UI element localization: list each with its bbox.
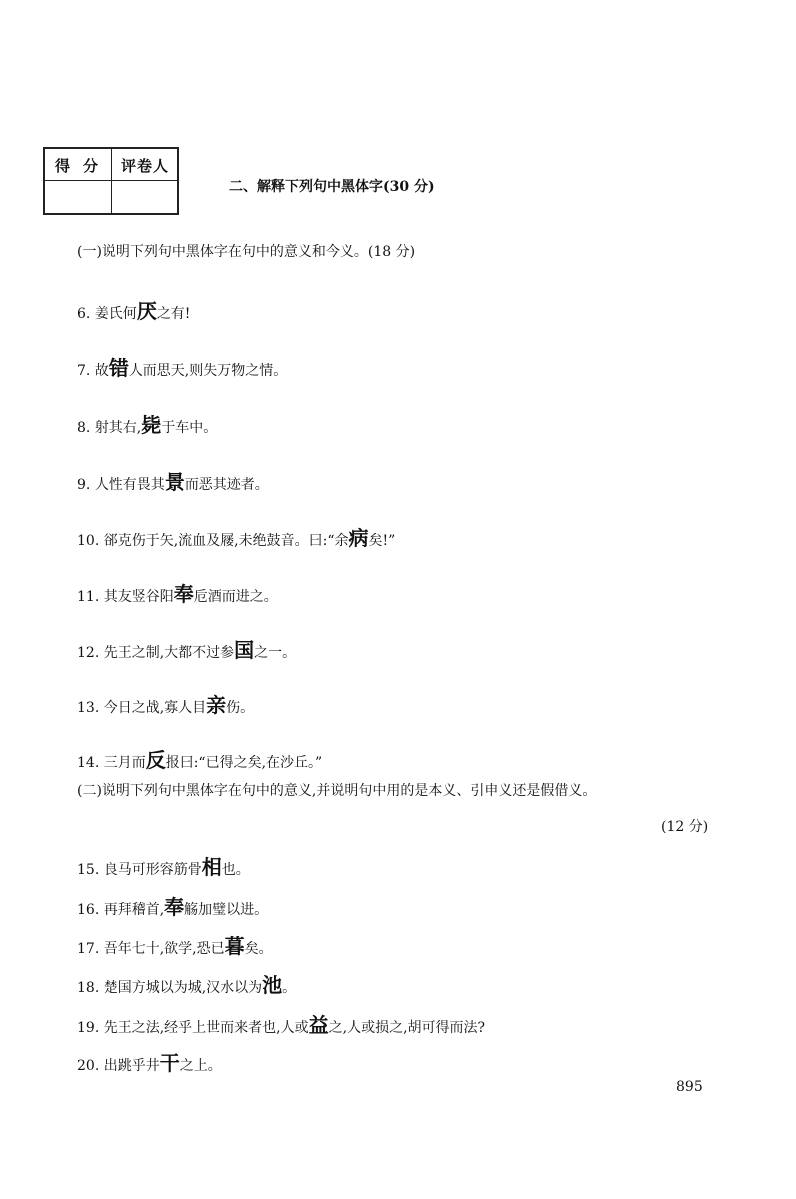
question-9: 9. 人性有畏其景而恶其迹者。 (77, 470, 269, 494)
part2-score: (12 分) (661, 819, 709, 835)
question-8: 8. 射其右,毙于车中。 (77, 413, 218, 437)
key-char: 相 (201, 855, 222, 879)
key-char: 国 (234, 638, 255, 662)
key-char: 暮 (224, 934, 245, 958)
question-13: 13. 今日之战,寡人目亲伤。 (77, 693, 255, 717)
question-16: 16. 再拜稽首,奉觞加璧以进。 (77, 895, 269, 919)
question-14: 14. 三月而反报曰:“已得之矣,在沙丘。” (77, 748, 323, 772)
question-20: 20. 出跳乎井干之上。 (77, 1051, 222, 1075)
key-char: 毙 (141, 413, 162, 437)
key-char: 益 (308, 1013, 329, 1037)
key-char: 奉 (173, 582, 194, 606)
question-6: 6. 姜氏何厌之有! (77, 299, 191, 323)
key-char: 奉 (164, 895, 185, 919)
key-char: 错 (108, 356, 129, 380)
key-char: 干 (159, 1051, 180, 1075)
question-18: 18. 楚国方城以为城,汉水以为池。 (77, 973, 297, 997)
part2-header: (二)说明下列句中黑体字在句中的意义,并说明句中用的是本义、引申义还是假借义。 (77, 783, 597, 799)
page-number: 895 (676, 1079, 703, 1095)
key-char: 厌 (136, 299, 157, 323)
part1-header: (一)说明下列句中黑体字在句中的意义和今义。(18 分) (77, 244, 416, 260)
table-divider (45, 180, 177, 181)
question-12: 12. 先王之制,大都不过参国之一。 (77, 638, 297, 662)
key-char: 反 (145, 748, 166, 772)
grader-header: 评卷人 (121, 157, 170, 175)
score-header: 得 分 (55, 157, 100, 175)
question-7: 7. 故错人而思天,则失万物之情。 (77, 356, 288, 380)
key-char: 景 (164, 470, 185, 494)
section-title: 二、解释下列句中黑体字(30 分) (229, 179, 435, 195)
table-divider (111, 149, 112, 213)
score-table (43, 147, 179, 215)
key-char: 亲 (206, 693, 227, 717)
question-19: 19. 先王之法,经乎上世而来者也,人或益之,人或损之,胡可得而法? (77, 1013, 486, 1037)
question-17: 17. 吾年七十,欲学,恐已暮矣。 (77, 934, 273, 958)
question-11: 11. 其友竖谷阳奉卮酒而进之。 (77, 582, 278, 606)
key-char: 病 (348, 526, 369, 550)
question-15: 15. 良马可形容筋骨相也。 (77, 855, 250, 879)
key-char: 池 (262, 973, 283, 997)
question-10: 10. 郤克伤于矢,流血及屦,未绝鼓音。曰:“余病矣!” (77, 526, 396, 550)
